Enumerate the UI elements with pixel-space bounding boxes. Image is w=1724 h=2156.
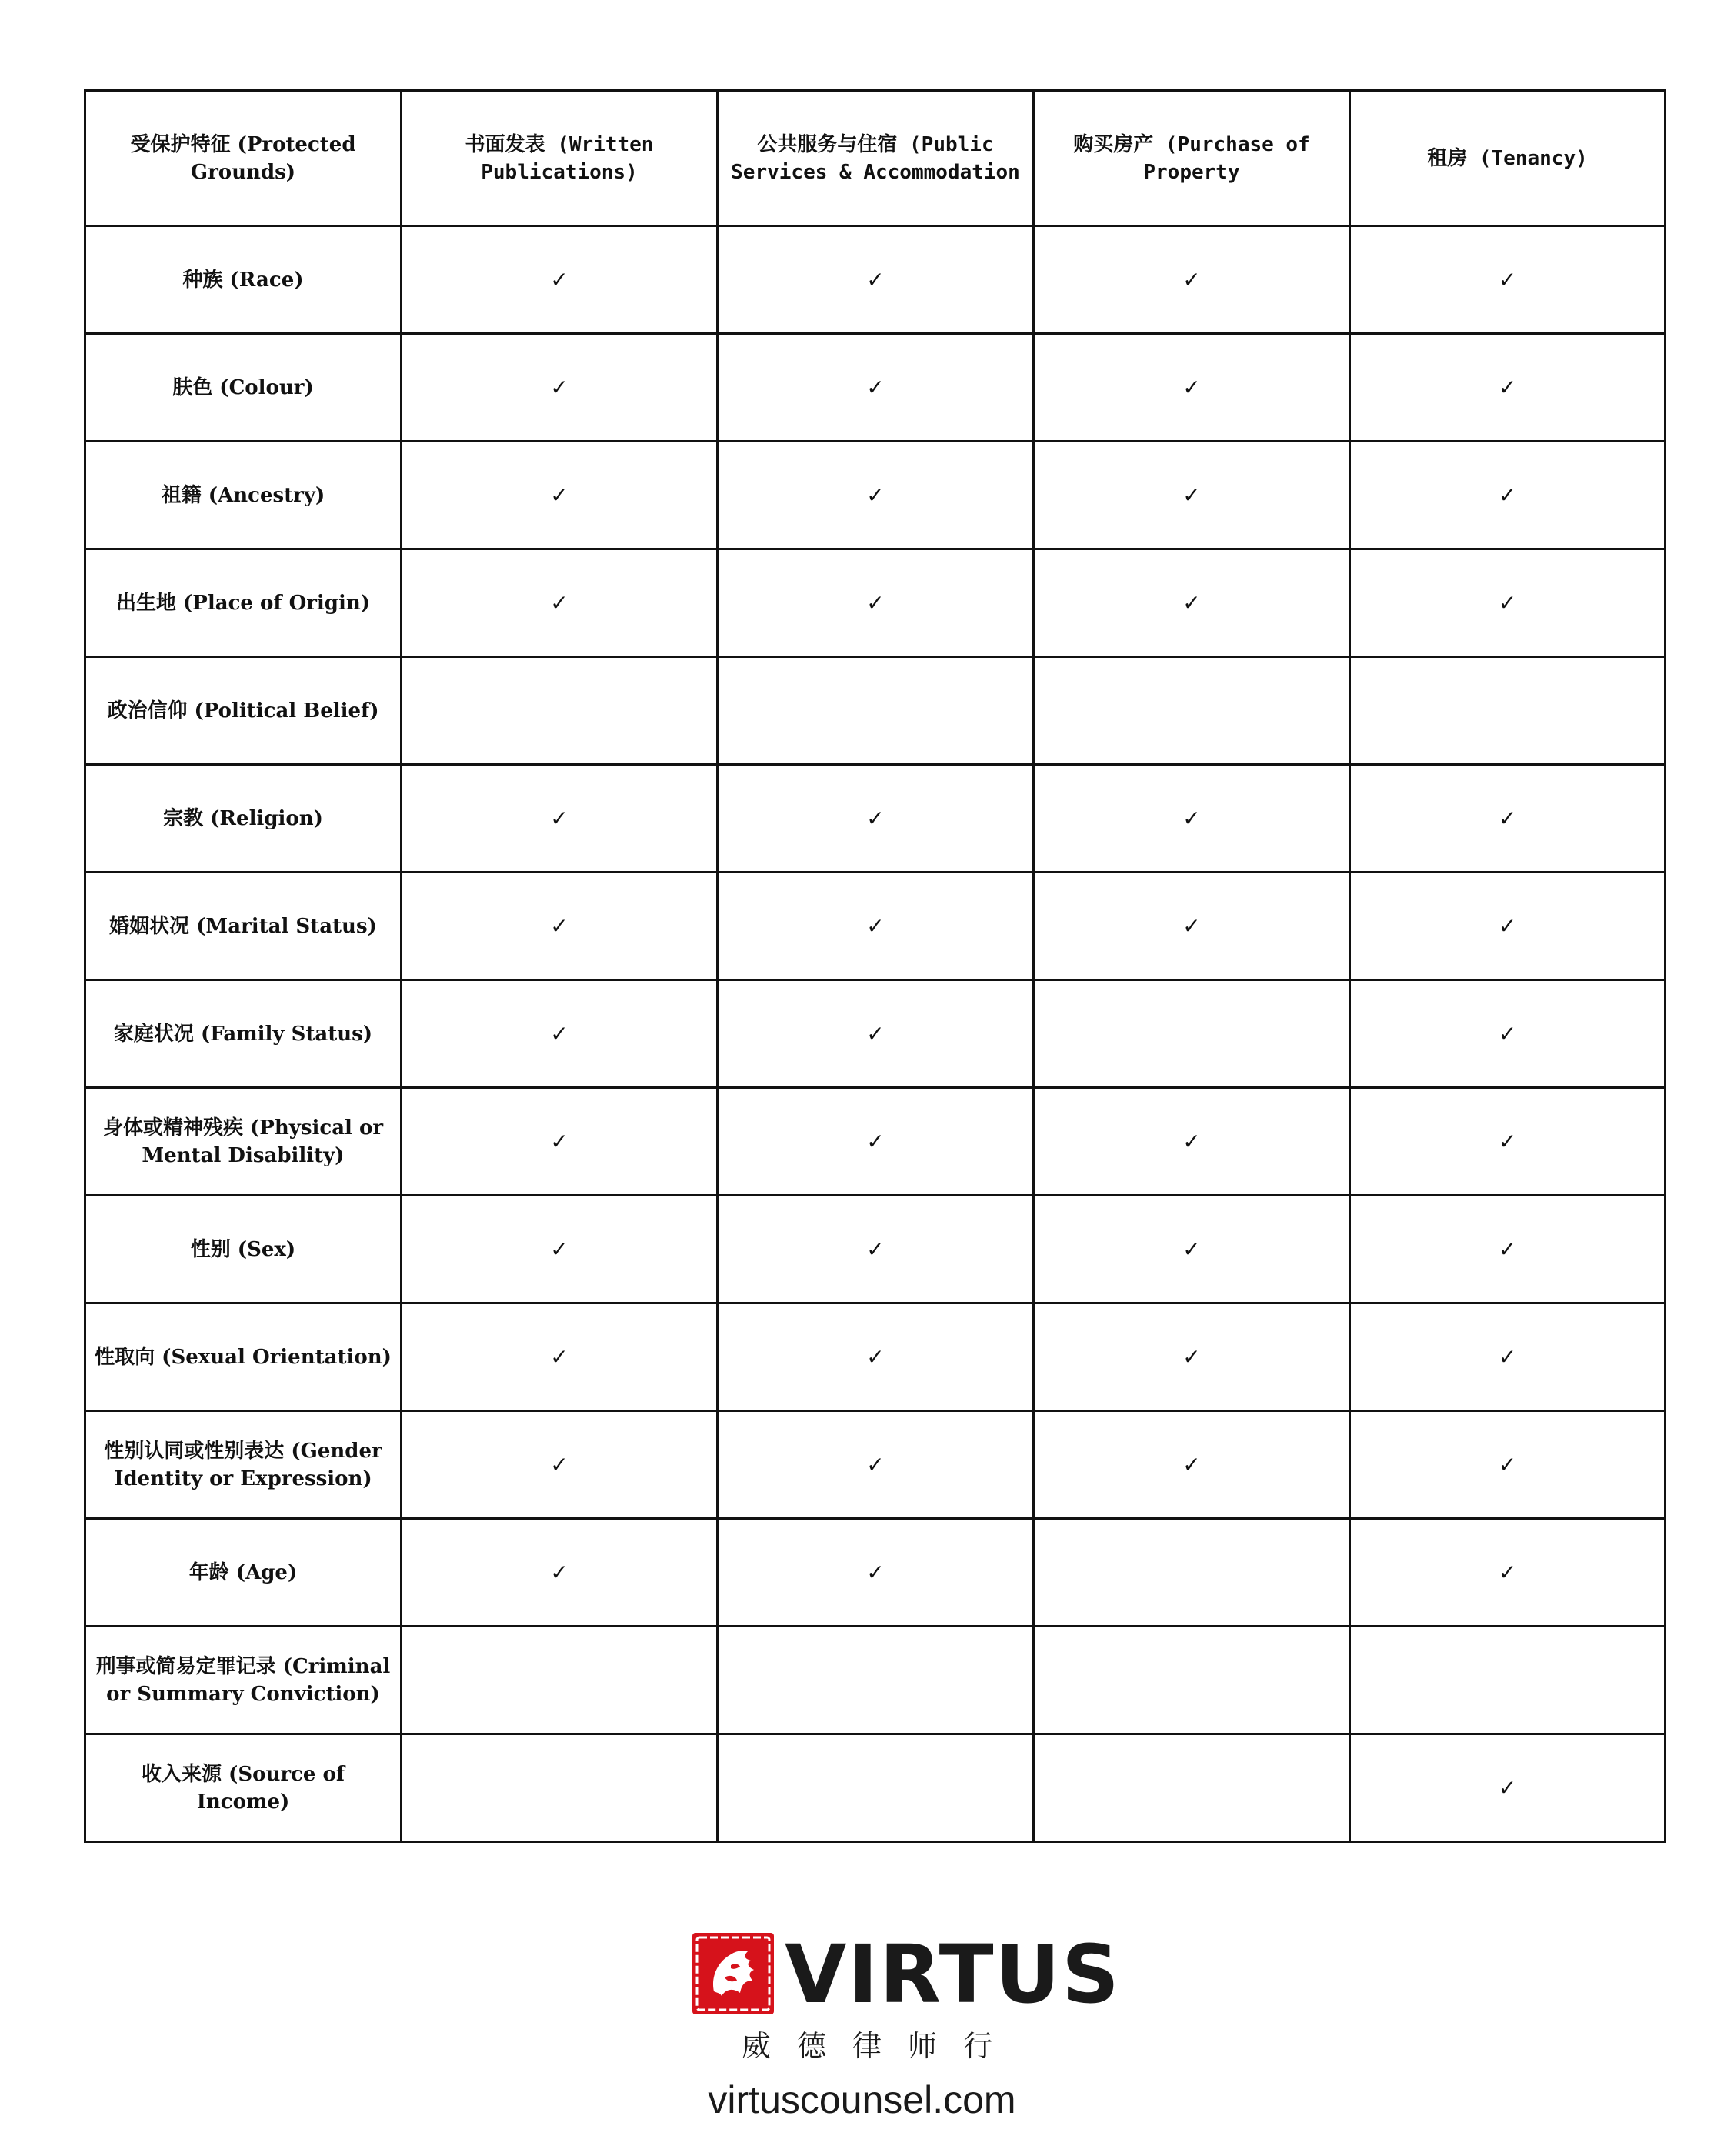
cell-tenancy: ✓ [1350,226,1666,334]
header-purchase-of-property: 购买房产 (Purchase of Property [1034,91,1350,226]
cell-public-services: ✓ [718,1303,1034,1411]
table-row [85,765,1666,873]
table-row [85,1088,1666,1196]
cell-tenancy [1350,657,1666,765]
protected-ground-label: 性别 (Sex) [85,1196,402,1303]
table-row [85,226,1666,334]
protected-ground-label: 性别认同或性别表达 (Gender Identity or Expression) [85,1411,402,1519]
header-protected-grounds: 受保护特征 (Protected Grounds) [85,91,402,226]
cell-written-publications: ✓ [402,765,718,873]
cell-tenancy: ✓ [1350,1303,1666,1411]
cell-tenancy: ✓ [1350,765,1666,873]
table-row [85,1411,1666,1519]
table-row [85,1519,1666,1627]
header-row [85,91,1666,226]
header-tenancy: 租房 (Tenancy) [1350,91,1666,226]
cell-purchase-of-property: ✓ [1034,1196,1350,1303]
cell-tenancy: ✓ [1350,1734,1666,1842]
protected-ground-label: 收入来源 (Source of Income) [85,1734,402,1842]
cell-written-publications: ✓ [402,980,718,1088]
cell-written-publications: ✓ [402,1088,718,1196]
table-row [85,657,1666,765]
cell-purchase-of-property: ✓ [1034,1088,1350,1196]
table-row [85,1734,1666,1842]
cell-purchase-of-property [1034,1519,1350,1627]
table-row [85,549,1666,657]
cell-public-services: ✓ [718,980,1034,1088]
cell-purchase-of-property [1034,1627,1350,1734]
cell-purchase-of-property: ✓ [1034,334,1350,442]
cell-purchase-of-property: ✓ [1034,442,1350,549]
website-url: virtuscounsel.com [708,2078,1016,2121]
cell-public-services [718,1627,1034,1734]
header-written-publications: 书面发表 (Written Publications) [402,91,718,226]
protected-grounds-table [84,89,1666,1843]
cell-tenancy: ✓ [1350,442,1666,549]
cell-tenancy: ✓ [1350,980,1666,1088]
cell-tenancy: ✓ [1350,873,1666,980]
cell-tenancy: ✓ [1350,1411,1666,1519]
cell-public-services: ✓ [718,873,1034,980]
cell-written-publications [402,1734,718,1842]
protected-ground-label: 肤色 (Colour) [85,334,402,442]
cell-public-services: ✓ [718,1411,1034,1519]
cell-tenancy: ✓ [1350,1088,1666,1196]
cell-written-publications: ✓ [402,549,718,657]
cell-purchase-of-property: ✓ [1034,226,1350,334]
cell-written-publications [402,657,718,765]
cell-purchase-of-property [1034,980,1350,1088]
cell-purchase-of-property: ✓ [1034,873,1350,980]
cell-public-services: ✓ [718,226,1034,334]
cell-purchase-of-property: ✓ [1034,765,1350,873]
cell-purchase-of-property [1034,657,1350,765]
cell-written-publications: ✓ [402,1303,718,1411]
protected-ground-label: 宗教 (Religion) [85,765,402,873]
protected-ground-label: 出生地 (Place of Origin) [85,549,402,657]
logo-wordmark: VIRTUS [785,1927,1121,2021]
cell-written-publications: ✓ [402,1196,718,1303]
cell-written-publications [402,1627,718,1734]
table-row [85,1303,1666,1411]
table-row [85,1196,1666,1303]
cell-tenancy: ✓ [1350,549,1666,657]
cell-public-services: ✓ [718,334,1034,442]
protected-ground-label: 年龄 (Age) [85,1519,402,1627]
table-row [85,1627,1666,1734]
virtus-logo [691,1927,1121,2024]
cell-public-services: ✓ [718,549,1034,657]
cell-written-publications: ✓ [402,442,718,549]
lion-head-emblem-icon [691,1931,775,2016]
cell-written-publications: ✓ [402,226,718,334]
protected-ground-label: 家庭状况 (Family Status) [85,980,402,1088]
logo-chinese-name: 威德律师行 [742,2029,1019,2063]
cell-written-publications: ✓ [402,334,718,442]
cell-public-services: ✓ [718,442,1034,549]
protected-ground-label: 政治信仰 (Political Belief) [85,657,402,765]
cell-tenancy: ✓ [1350,1519,1666,1627]
protected-ground-label: 种族 (Race) [85,226,402,334]
cell-public-services: ✓ [718,1196,1034,1303]
cell-written-publications: ✓ [402,1519,718,1627]
cell-tenancy: ✓ [1350,334,1666,442]
cell-purchase-of-property: ✓ [1034,1303,1350,1411]
cell-purchase-of-property: ✓ [1034,1411,1350,1519]
cell-public-services [718,657,1034,765]
cell-tenancy [1350,1627,1666,1734]
cell-public-services [718,1734,1034,1842]
cell-public-services: ✓ [718,765,1034,873]
protected-ground-label: 身体或精神残疾 (Physical or Mental Disability) [85,1088,402,1196]
table-body [85,226,1666,1842]
table-row [85,442,1666,549]
cell-written-publications: ✓ [402,1411,718,1519]
protected-ground-label: 性取向 (Sexual Orientation) [85,1303,402,1411]
table-row [85,980,1666,1088]
table-row [85,334,1666,442]
cell-purchase-of-property [1034,1734,1350,1842]
cell-written-publications: ✓ [402,873,718,980]
cell-public-services: ✓ [718,1519,1034,1627]
protected-ground-label: 婚姻状况 (Marital Status) [85,873,402,980]
cell-public-services: ✓ [718,1088,1034,1196]
protected-ground-label: 刑事或简易定罪记录 (Criminal or Summary Conviction) [85,1627,402,1734]
header-public-services: 公共服务与住宿 (Public Services & Accommodation [718,91,1034,226]
cell-tenancy: ✓ [1350,1196,1666,1303]
protected-ground-label: 祖籍 (Ancestry) [85,442,402,549]
cell-purchase-of-property: ✓ [1034,549,1350,657]
table-row [85,873,1666,980]
